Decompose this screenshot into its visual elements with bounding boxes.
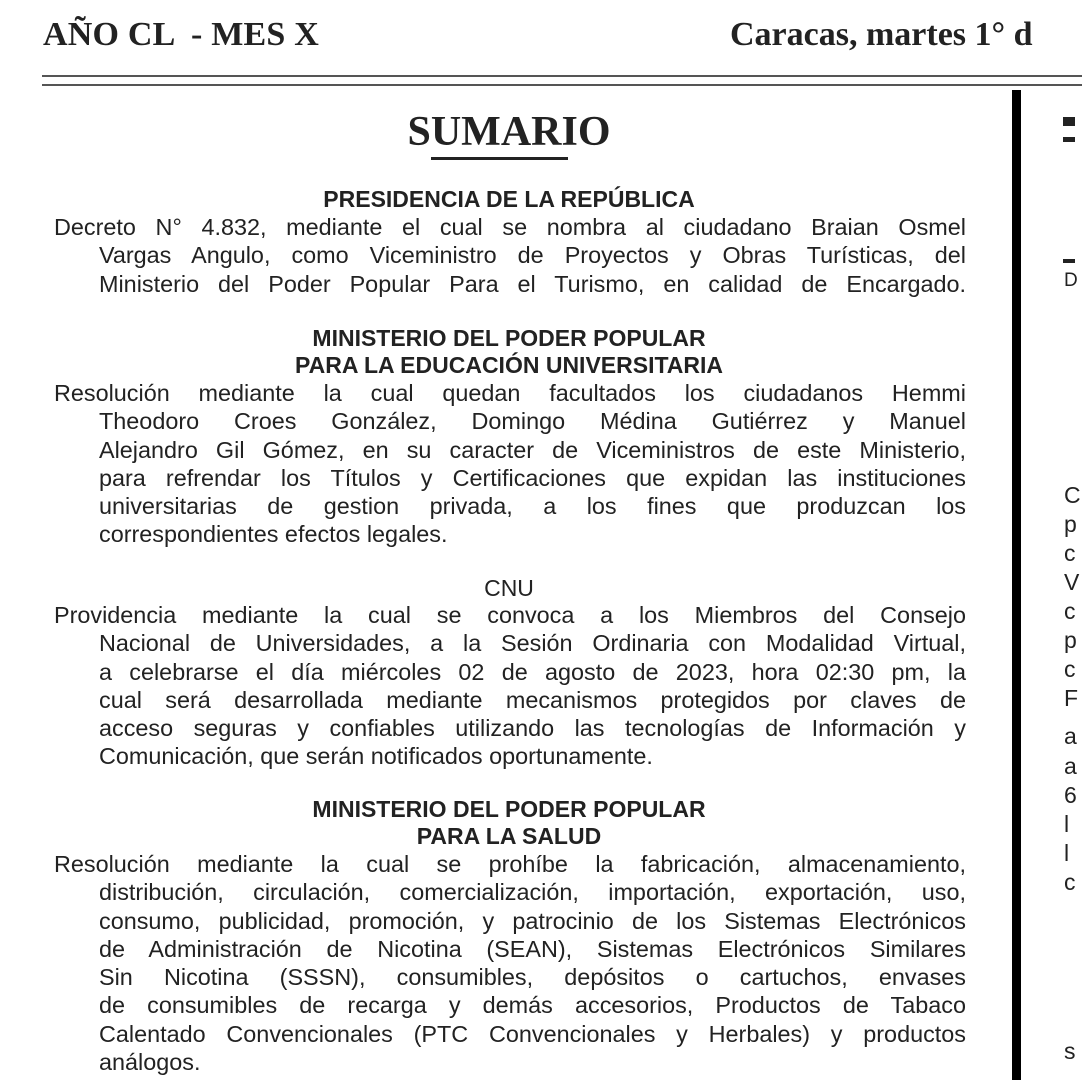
right-column-fragment: c — [1064, 656, 1076, 682]
section-heading-line: PARA LA EDUCACIÓN UNIVERSITARIA — [294, 352, 724, 378]
right-column-fragment: c — [1064, 598, 1076, 624]
body-line: consumo, publicidad, promoción, y patrocinio de los Sistemas Electrónicos — [99, 907, 966, 934]
right-column-fragment: V — [1064, 569, 1080, 595]
right-column-fragment: p — [1064, 511, 1077, 537]
right-column-fragment: a — [1064, 753, 1077, 779]
right-column-fragment: C — [1064, 482, 1081, 508]
right-column-fragment: s — [1064, 1038, 1076, 1064]
body-line: Calentado Convencionales (PTC Convencionales y Herbales) y productos — [99, 1020, 966, 1047]
right-column-heading-fragment — [1063, 137, 1075, 142]
body-line: Theodoro Croes González, Domingo Médina Gutiérrez y Manuel — [99, 408, 966, 435]
column-divider — [1012, 90, 1021, 1080]
section-body-presidencia — [54, 213, 966, 298]
section-heading-line: PRESIDENCIA DE LA REPÚBLICA — [323, 186, 695, 212]
right-column-fragment: F — [1064, 685, 1079, 711]
body-line: para refrendar los Títulos y Certificaciones que expidan las instituciones — [99, 464, 966, 491]
body-line: universitarias de gestion privada, a los fines que produzcan los — [99, 493, 966, 520]
section-heading-salud — [54, 796, 964, 850]
body-line: Resolución mediante la cual quedan facultados los ciudadanos Hemmi — [54, 380, 966, 406]
section-heading-line: MINISTERIO DEL PODER POPULAR — [312, 325, 706, 351]
right-column-fragment: c — [1064, 869, 1076, 895]
section-body-salud — [54, 850, 966, 1076]
section-heading-line: PARA LA SALUD — [416, 823, 602, 849]
body-line: a celebrarse el día miércoles 02 de agosto de 2023, hora 02:30 pm, la — [99, 658, 966, 685]
body-line: Nacional de Universidades, a la Sesión Ordinaria con Modalidad Virtual, — [99, 630, 966, 657]
section-subheading-cnu: CNU — [484, 575, 534, 601]
body-line: correspondientes efectos legales. — [99, 521, 448, 548]
body-line: distribución, circulación, comercialización, importación, exportación, uso, — [99, 879, 966, 906]
right-column-fragment: 6 — [1064, 782, 1077, 808]
summary-title: SUMARIO — [407, 109, 611, 155]
masthead-place-date: Caracas, martes 1° d — [730, 16, 1033, 53]
section-body-cnu — [54, 601, 966, 771]
body-line: Vargas Angulo, como Viceministro de Proyectos y Obras Turísticas, del — [99, 242, 966, 269]
right-column-fragment: D — [1064, 270, 1078, 291]
section-heading-educacion — [54, 325, 964, 379]
body-line: de Administración de Nicotina (SEAN), Sistemas Electrónicos Similares — [99, 935, 966, 962]
right-column-rule-fragment — [1063, 259, 1075, 263]
body-line: acceso seguras y confiables utilizando las tecnologías de Información y — [99, 715, 966, 742]
body-line: de consumibles de recarga y demás accesorios, Productos de Tabaco — [99, 992, 966, 1019]
summary-title-underline — [431, 157, 568, 160]
section-body-educacion — [54, 379, 966, 549]
body-line: Comunicación, que serán notificados oportunamente. — [99, 743, 653, 770]
body-line: cual será desarrollada mediante mecanismos protegidos por claves de — [99, 686, 966, 713]
right-column-fragment: l — [1064, 811, 1070, 837]
body-line: Resolución mediante la cual se prohíbe la fabricación, almacenamiento, — [54, 851, 966, 877]
right-column-heading-fragment — [1063, 117, 1075, 126]
body-line: Ministerio del Poder Popular Para el Turismo, en calidad de Encargado. — [99, 270, 966, 297]
body-line: análogos. — [99, 1049, 201, 1076]
section-heading-presidencia — [54, 186, 964, 213]
right-column-fragment: p — [1064, 627, 1077, 653]
body-line: Decreto N° 4.832, mediante el cual se nombra al ciudadano Braian Osmel — [54, 214, 966, 240]
masthead-rule-bottom — [42, 84, 1082, 86]
right-column-fragment: l — [1064, 840, 1070, 866]
masthead-year-month: AÑO CL - MES X — [43, 16, 319, 53]
body-line: Alejandro Gil Gómez, en su caracter de Viceministros de este Ministerio, — [99, 436, 966, 463]
section-heading-line: MINISTERIO DEL PODER POPULAR — [312, 796, 706, 822]
masthead-rule-top — [42, 75, 1082, 77]
right-column-fragment: c — [1064, 540, 1076, 566]
body-line: Providencia mediante la cual se convoca a los Miembros del Consejo — [54, 602, 966, 628]
right-column-fragment: a — [1064, 723, 1077, 749]
body-line: Sin Nicotina (SSSN), consumibles, depósitos o cartuchos, envases — [99, 964, 966, 991]
